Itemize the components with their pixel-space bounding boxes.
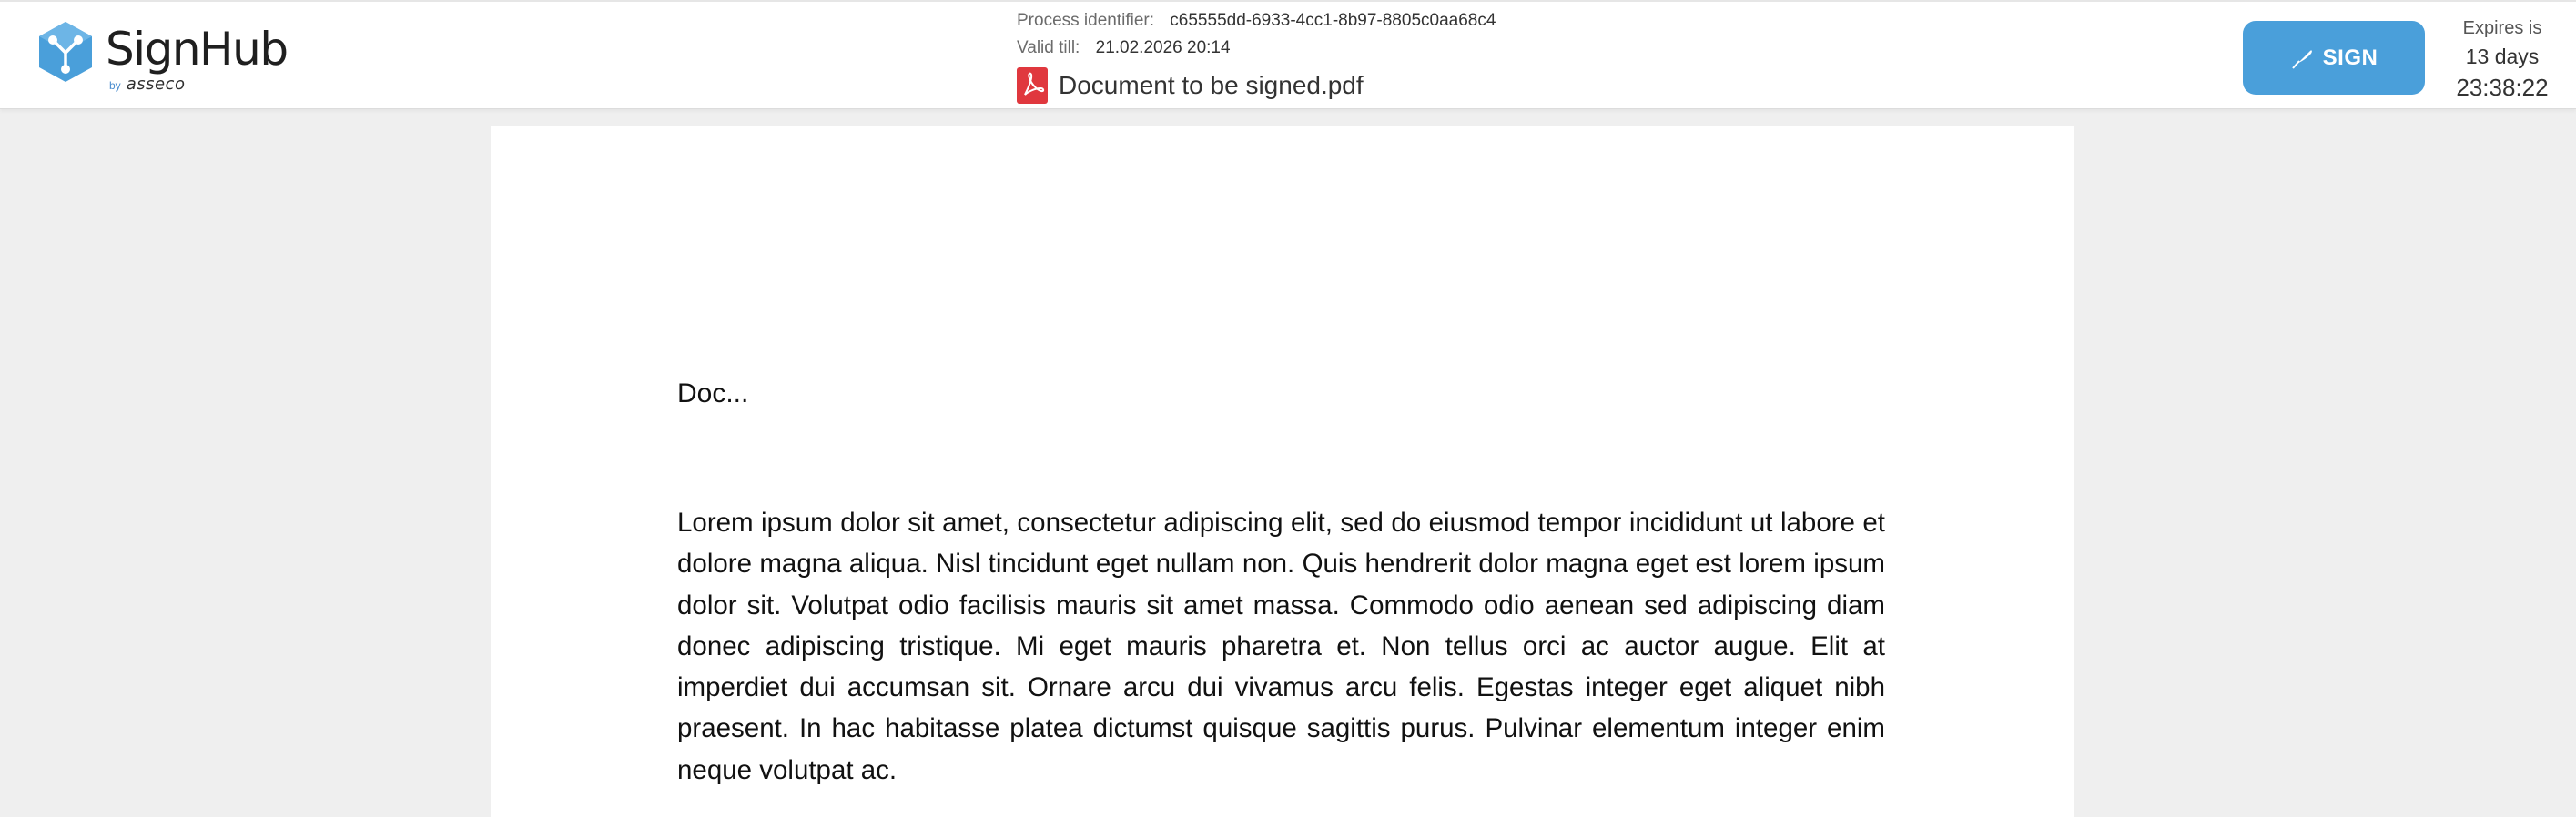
brand-company: asseco xyxy=(126,75,186,94)
brand-byline xyxy=(109,75,218,95)
brand-by: by xyxy=(109,79,121,92)
sign-button[interactable] xyxy=(2243,21,2425,95)
expiry-days: 13 days xyxy=(2465,45,2540,68)
top-bar xyxy=(0,0,2576,109)
process-info xyxy=(1017,7,1581,62)
expiry-time: 23:38:22 xyxy=(2456,74,2549,101)
expiry-countdown xyxy=(2439,15,2565,104)
document-filename[interactable]: Document to be signed.pdf xyxy=(1059,71,1364,99)
brand-name: SignHub xyxy=(106,23,288,76)
expiry-label: Expires is xyxy=(2462,18,2542,38)
process-identifier-label: Process identifier: xyxy=(1017,11,1155,30)
document-page xyxy=(491,126,2074,817)
document-heading: Doc... xyxy=(677,378,749,408)
cube-network-icon xyxy=(36,20,95,84)
valid-till-value: 21.02.2026 20:14 xyxy=(1095,38,1231,57)
signhub-logo[interactable] xyxy=(36,20,309,96)
sign-button-label: SIGN xyxy=(2322,45,2378,70)
process-identifier-value: c65555dd-6933-4cc1-8b97-8805c0aa68c4 xyxy=(1170,11,1496,30)
feather-pen-icon xyxy=(2290,46,2314,70)
pdf-file-icon xyxy=(1017,67,1048,104)
document-link[interactable] xyxy=(1017,67,1364,104)
valid-till-row xyxy=(1017,35,1581,62)
document-body-text: Lorem ipsum dolor sit amet, consectetur adipiscing elit, sed do eiusmod tempor incididunt ut labore et dolore magna aliqua. Nisl tincidunt eget nullam non. Quis hendrerit dolor magna eget est lorem ipsum dolor sit. Volutpat odio facilisis mauris sit amet massa. Commodo odio aenean sed adipiscing diam donec adipiscing tristique. Mi eget mauris pharetra et. Non tellus orci ac auctor augue. Elit at imperdiet dui accumsan sit. Ornare arcu dui vivamus arcu felis. Egestas integer eget aliquet nibh praesent. In hac habitasse platea dictumst quisque sagittis purus. Pulvinar elementum integer enim neque volutpat ac. xyxy=(677,508,1885,785)
valid-till-label: Valid till: xyxy=(1017,38,1080,57)
process-identifier-row xyxy=(1017,7,1581,35)
